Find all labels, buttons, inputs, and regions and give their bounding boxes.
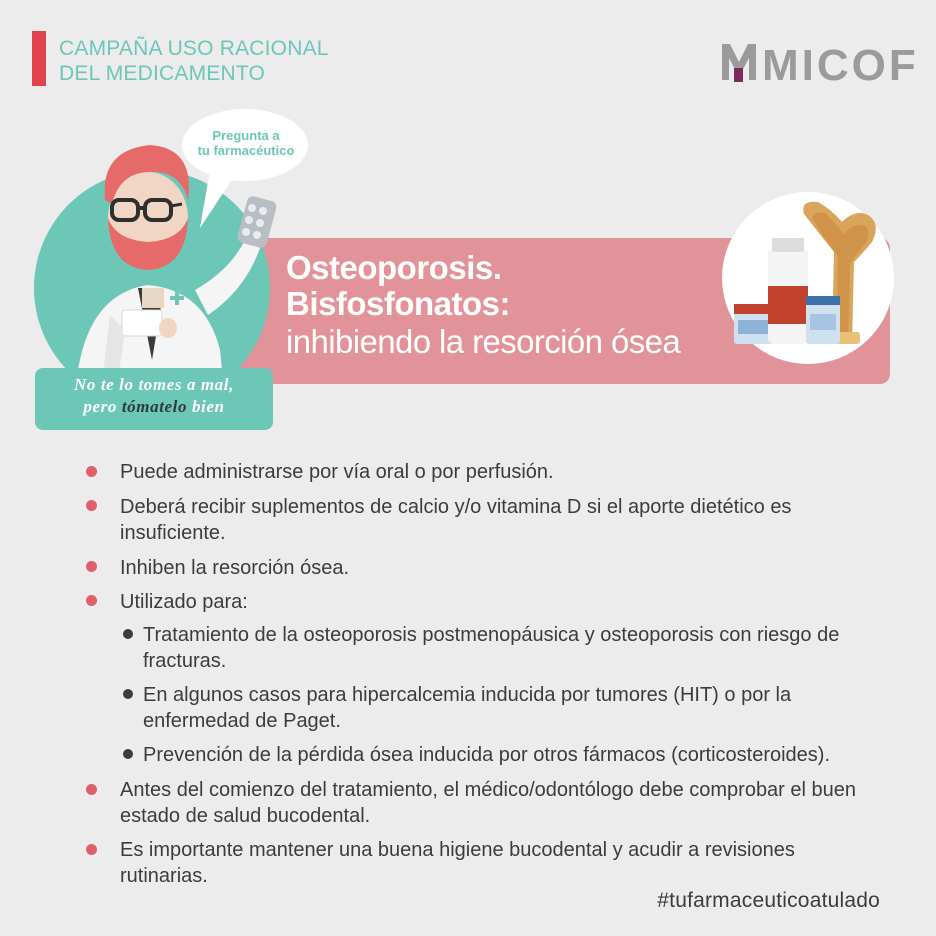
campaign-title-line2: DEL MEDICAMENTO [59,62,266,85]
list-bullet [86,844,97,855]
hashtag: #tufarmaceuticoatulado [657,889,880,912]
speech-bubble-line1: Pregunta a [212,128,280,143]
list-bullet [86,561,97,572]
banner-title [286,250,726,362]
list-item-6: Es importante mantener una buena higiene bucodental y acudir a revisiones rutinarias. [120,839,795,887]
motto-pero: pero [83,397,122,416]
list-bullet [86,466,97,477]
sub-list-bullet [123,689,133,699]
campaign-title [59,36,379,86]
banner-title-line1: Osteoporosis. [286,249,502,286]
banner-title-line3: inhibiendo la resorción ósea [286,323,681,360]
motto-bien: bien [187,397,225,416]
speech-bubble [186,128,306,158]
list-bullet [86,595,97,606]
list-item-3: Inhiben la resorción ósea. [120,557,350,579]
list-item-4: Utilizado para: [120,591,248,613]
speech-bubble-line2: tu farmacéutico [197,143,295,158]
sub-list-item-3: Prevención de la pérdida ósea inducida por otros fármacos (corticosteroides). [143,744,831,766]
banner-title-line2: Bisfosfonatos: [286,285,510,322]
medicine-bone-illustration [722,192,894,364]
list-bullet [86,784,97,795]
sub-list-item-2: En algunos casos para hipercalcemia inducida por tumores (HIT) o por la enfermedad de Paget. [143,684,792,732]
motto-line1: No te lo tomes a mal, [74,375,234,394]
logo-text: MICOF [762,41,919,90]
motto-text [35,374,273,418]
campaign-title-line1: CAMPAÑA USO RACIONAL [59,37,329,60]
sub-list-bullet [123,629,133,639]
sub-list-bullet [123,749,133,759]
motto-tomatelo: tómatelo [121,397,188,416]
list-item-2: Deberá recibir suplementos de calcio y/o vitamina D si el aporte dietético es insuficiente. [120,496,792,544]
motto-line2 [35,396,273,418]
sub-list-item-1: Tratamiento de la osteoporosis postmenopáusica y osteoporosis con riesgo de fracturas. [143,624,840,672]
micof-logo [720,38,919,90]
list-bullet [86,500,97,511]
list-item-5: Antes del comienzo del tratamiento, el médico/odontólogo debe comprobar el buen estado de salud bucodental. [120,779,857,827]
list-item-1: Puede administrarse por vía oral o por perfusión. [120,461,554,483]
campaign-accent-bar [32,31,46,86]
